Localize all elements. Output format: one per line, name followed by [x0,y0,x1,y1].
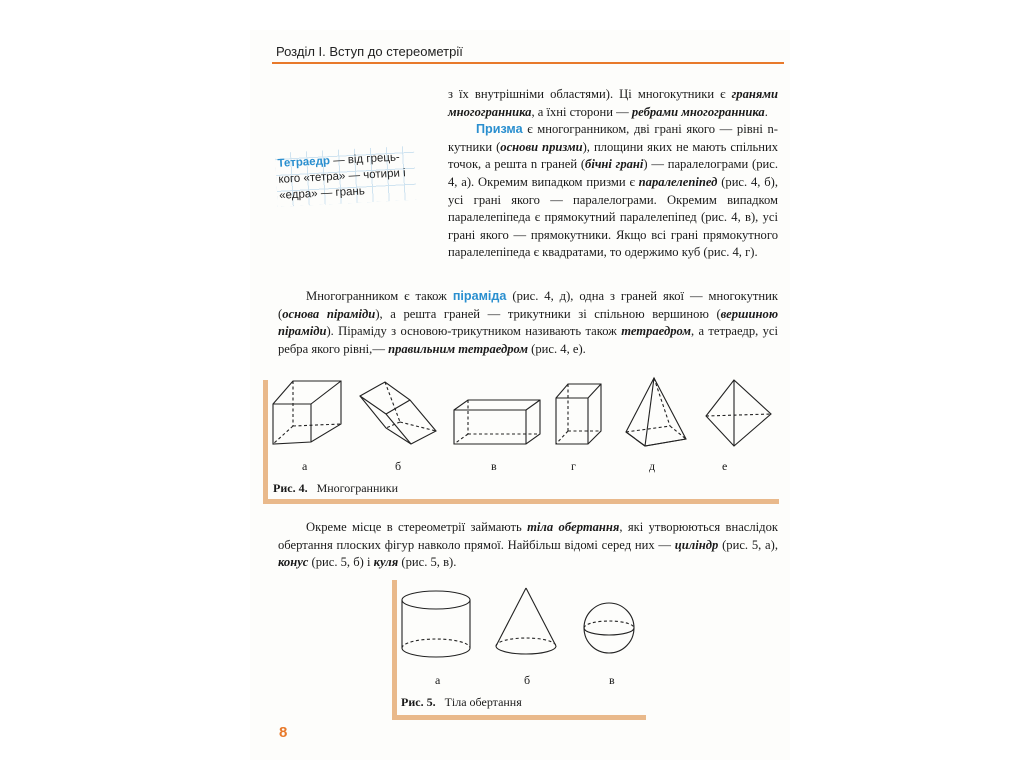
paragraph-4 [278,519,778,572]
pyramid-drawing [626,378,686,446]
text-column-right [448,86,778,262]
term-lateral-faces: бічні грані [585,157,644,172]
text: Многогранником є також [306,289,453,303]
term-tetrahedron: тетраедром [621,324,691,339]
figure-4-caption [273,481,398,496]
text: ), а решта граней — трикутники зі спільною вершиною ( [375,306,721,321]
header-rule [272,62,784,64]
term-pyramid-base: основа піраміди [282,306,376,321]
text: (рис. 5, в). [398,555,457,570]
sidenote-term: Тетраедр [277,155,331,170]
cube-drawing [556,384,601,444]
term-cone: конус [278,555,309,570]
fig5-label-v: в [609,673,615,687]
term-sphere: куля [373,555,399,570]
caption-number: Рис. 5. [401,695,436,709]
term-edges: ребрами многогранника [631,104,765,119]
text: ). Піраміду з основою-трикутником називають також [326,324,622,339]
fig4-label-g: г [571,459,576,473]
page-number: 8 [279,724,288,741]
term-parallelepiped: паралелепіпед [638,174,718,189]
text: ) — паралелограми (рис. 4, а). Окремим випадком призми є [448,157,778,189]
term-faces: гранями многогранника [448,87,778,119]
caption-text: Тіла обертання [444,695,522,709]
paragraph-2 [448,121,778,262]
text: (рис. 5, а), [718,537,778,552]
figure-5-caption [401,695,522,710]
fig5-label-b: б [524,673,531,687]
term-regular-tetrahedron: правильним тетраедром [388,341,529,356]
caption-text: Многогранники [316,481,399,495]
text: (рис. 4, д), одна з граней якої — многокутник ( [278,289,779,321]
text: Окреме місце в стереометрії займають [306,520,528,534]
sphere-drawing [584,603,634,653]
paragraph-3 [278,288,778,358]
paragraph-1 [448,86,778,121]
figure-4-frame-bottom [263,499,779,504]
rectangular-box-drawing [454,400,540,444]
sidenote [275,146,417,207]
parallelepiped-drawing [360,382,436,444]
term-pyramid: піраміда [452,289,507,303]
term-prism-bases: основи призми [500,139,583,154]
text-column-full-2 [278,519,778,572]
text: , а їхні сторони — [531,104,632,119]
fig4-label-b: б [395,459,402,473]
text: , які утворюються внаслідок обертання плоских фігур навколо прямої. Найбільш відомі серед них — [278,520,778,552]
fig5-label-a: а [435,673,441,687]
term-solids-of-revolution: тіла обертання [527,520,620,534]
text: (рис. 4, е). [528,341,586,356]
text: з їх внутрішніми областями). Ці многокутники є [448,87,732,101]
figure-4-drawings [268,376,778,456]
text: ), площини яких не мають спільних точок, а решта n граней ( [448,139,778,172]
sidenote-text: — від грець-кого «тетра» — чотири і «едра» — грань [278,151,406,202]
cylinder-drawing [402,591,470,657]
text: (рис. 5, б) і [308,555,374,570]
fig4-label-e: е [722,459,728,473]
text: , а тетраедр, усі ребра якого рівні,— [278,324,779,356]
figure-5-drawings [398,586,648,666]
cone-drawing [496,588,556,654]
text: (рис. 4, б), усі грані якого — паралелограми. Окремим випадком паралелепіпеда є прямокутний паралелепіпед (рис. 4, в), усі грані якого — прямокутники. Якщо всі грані прямокутного паралелепіпеда є квадратами, то одержимо куб (рис. 4, г). [448,174,778,260]
term-cylinder: циліндр [674,537,719,552]
fig4-label-v: в [491,459,497,473]
figure-5-frame-left [392,580,397,720]
fig4-label-d: д [649,459,656,473]
running-header: Розділ І. Вступ до стереометрії [276,44,463,59]
text-column-full [278,288,778,358]
term-pyramid-apex: вершиною піраміди [278,306,779,339]
fig4-label-a: а [302,459,308,473]
text: є многогранником, дві грані якого — рівні n-кутники ( [448,122,778,154]
tetrahedron-drawing [706,380,771,446]
figure-5-frame-bottom [392,715,646,720]
term-prism: Призма [476,122,523,137]
text: . [764,104,768,119]
prism-drawing [273,381,341,444]
caption-number: Рис. 4. [273,481,308,495]
